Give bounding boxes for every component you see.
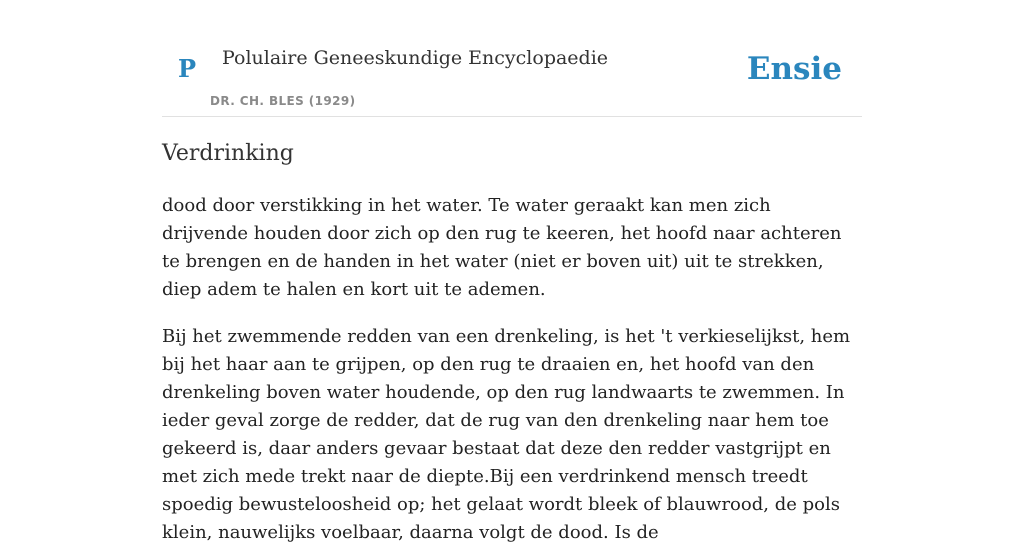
article-paragraph: Bij het zwemmende redden van een drenkeling, is het 't verkieselijkst, hem bij het haar aan te grijpen, op den rug te draaien en, het hoofd van den drenkeling boven water houdende, op den rug landwaarts te zwemmen. In ieder geval zorge de redder, dat de rug van den drenkeling naar hem toe gekeerd is, daar anders gevaar bestaat dat deze den redder vastgrijpt en met zich mede trekt naar de diepte.Bij een verdrinkend mensch treedt spoedig bewusteloosheid op; het gelaat wordt bleek of blauwrood, de pols klein, nauwelijks voelbaar, daarna volgt de dood. Is de <box>162 326 851 543</box>
article-paragraph: dood door verstikking in het water. Te water geraakt kan men zich drijvende houden door zich op den rug te keeren, het hoofd naar achteren te brengen en de handen in het water (niet er boven uit) uit te strekken, diep adem te halen en kort uit te ademen. <box>162 195 842 300</box>
book-logo-link[interactable]: P <box>178 54 197 83</box>
article-title: Verdrinking <box>162 141 294 166</box>
book-author: DR. CH. BLES (1929) <box>210 94 356 108</box>
article <box>162 136 862 547</box>
header <box>162 0 862 117</box>
ensie-logo-link[interactable]: Ensie <box>746 51 842 87</box>
book-title[interactable]: Polulaire Geneeskundige Encyclopaedie <box>222 47 609 69</box>
